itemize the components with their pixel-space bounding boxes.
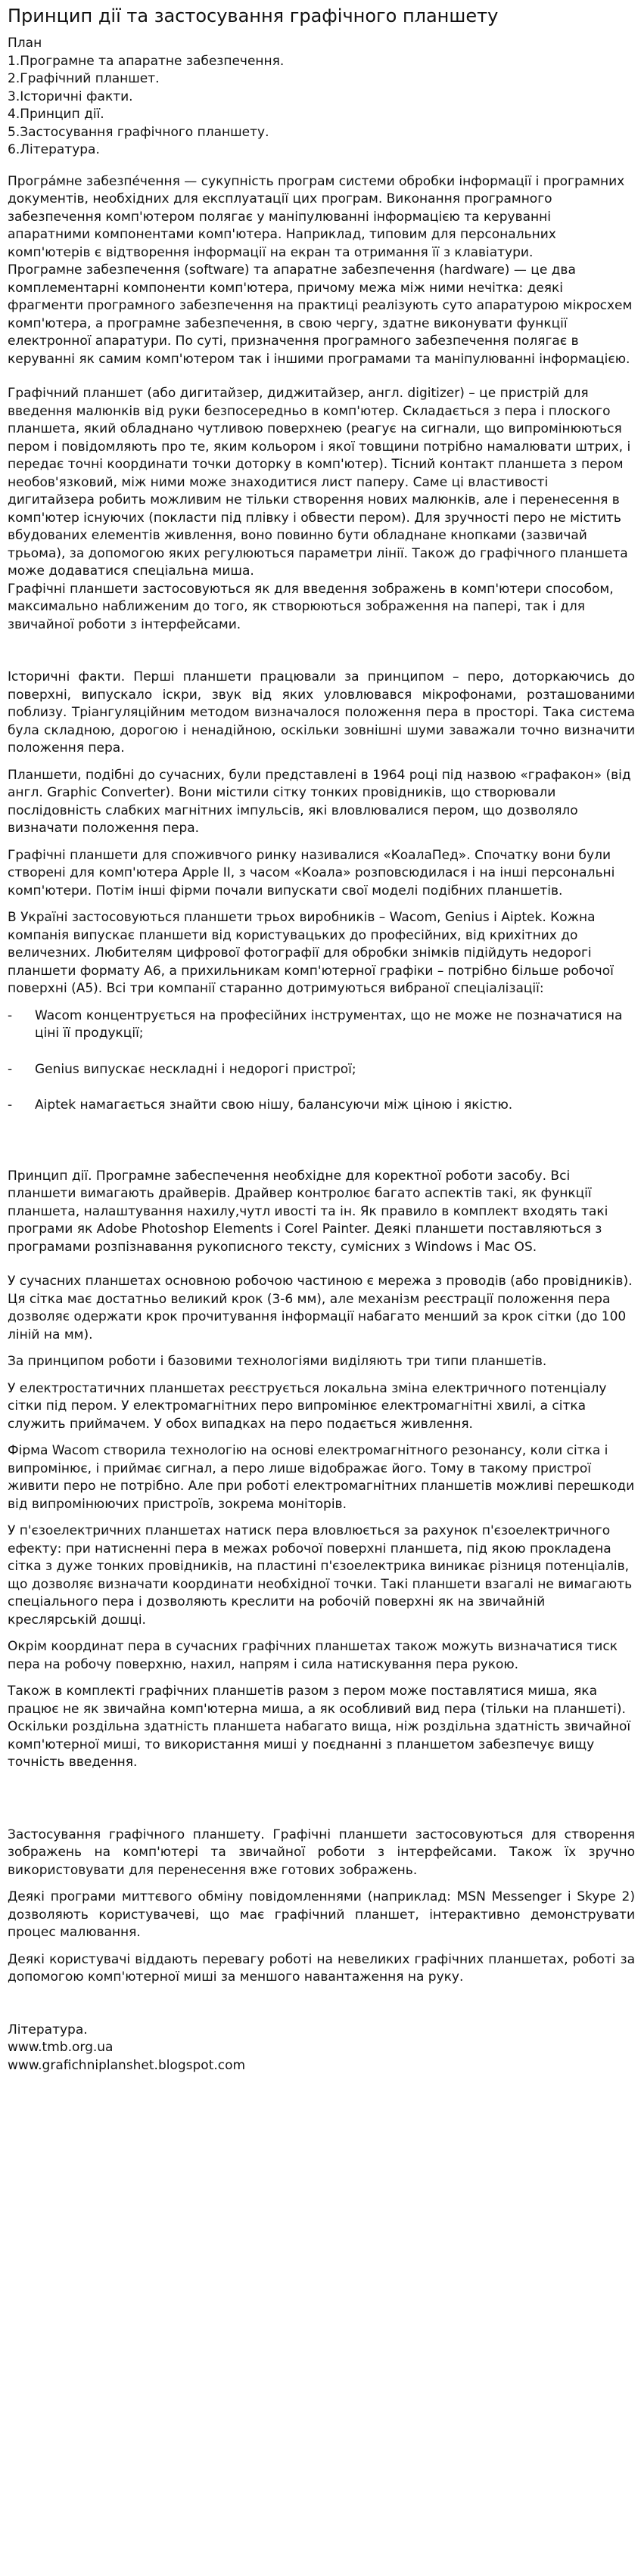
plan-item: 3.Історичні факти. <box>8 88 133 104</box>
plan-block <box>8 35 635 160</box>
spacer <box>8 1942 635 1951</box>
list-item-text: Aiptek намагається знайти свою нішу, балансуючи між ціною і якістю. <box>35 1097 513 1113</box>
paragraph: Історичні факти. Перші планшети працювали за принципом – перо, доторкаючись до поверхні, випускало іскри, звук від яких уловлювався мікрофонами, розташованими поблизу. Тріангуляційним методом визначалося положення пера в просторі. Така система була складною, дорогою і ненадійною, оскільки зовнішні шуми заважали точно визначити положення пера. <box>8 669 635 756</box>
paragraph: У електростатичних планшетах реєструється локальна зміна електричного потенціалу сітки під пером. У електромагнітних перо випромінює електромагнітні хвилі, а сітка служить приймачем. У обох випадках на перо подається живлення. <box>8 1380 607 1432</box>
list-item-text: Wacom концентрується на професійних інструментах, що не може не позначатися на ціні її продукції; <box>35 1007 623 1041</box>
plan-item: 4.Принцип дії. <box>8 107 104 122</box>
list-item-text: Genius випускає нескладні і недорогі пристрої; <box>35 1061 356 1077</box>
spacer <box>8 1344 635 1353</box>
section-principle <box>8 1168 635 1772</box>
spacer <box>8 1256 635 1273</box>
spacer <box>8 900 635 909</box>
paragraph: Програмне забезпечення (software) та апаратне забезпечення (hardware) — це два комплементарні компоненти комп'ютера, причому межа між ними нечітка: деякі фрагменти програмного забезпечення на практиці реалізують суто апаратурою мікросхем комп'ютера, а програмне забезпечення, в свою чергу, здатне виконувати функції електронної апаратури. По суті, призначення програмного забезпечення полягає в керуванні як самим комп'ютером так і іншими програмами та маніпулюванні інформацією. <box>8 262 633 367</box>
reference-link[interactable]: www.tmb.org.ua <box>8 2040 114 2055</box>
spacer <box>8 368 635 385</box>
plan-item: 5.Застосування графічного планшету. <box>8 124 269 140</box>
list-item <box>8 1007 635 1043</box>
references-heading: Література. <box>8 2022 88 2038</box>
paragraph: За принципом роботи і базовими технологіями виділяють три типи планшетів. <box>8 1354 547 1369</box>
section-history <box>8 669 635 1115</box>
paragraph: Також в комплекті графічних планшетів разом з пером може поставлятися миша, яка працює не як звичайна комп'ютерна миша, а як особливий вид пера (тільки на планшеті). Оскільки роздільна здатність планшета набагато вища, ніж роздільна здатність звичайної комп'ютерної миші, то використання миші у поєднанні з планшетом забезпечує вищу точність введення. <box>8 1684 631 1770</box>
paragraph: Застосування графічного планшету. Графічні планшети застосовуються для створення зображень на комп'ютері та звичайної роботи з інтерфейсами. Також їх зручно використовувати для перенесення вже готових зображень. <box>8 1826 635 1878</box>
spacer <box>8 1629 635 1638</box>
spacer <box>8 1371 635 1380</box>
manufacturer-list <box>8 1007 635 1115</box>
list-dash: - <box>8 1061 13 1077</box>
spacer <box>8 634 635 669</box>
spacer <box>8 838 635 847</box>
spacer <box>8 1433 635 1442</box>
spacer <box>8 1133 635 1168</box>
spacer <box>8 1674 635 1683</box>
spacer <box>8 1987 635 2022</box>
paragraph: Графічні планшети застосовуються як для введення зображень в комп'ютери способом, максимально наближеним до того, як створюються зображення на папері, так і для звичайної роботи з інтерфейсами. <box>8 581 614 632</box>
plan-item: 1.Програмне та апаратне забезпечення. <box>8 53 285 69</box>
spacer <box>8 758 635 767</box>
plan-heading: План <box>8 36 42 51</box>
list-item <box>8 1097 635 1115</box>
paragraph: Принцип дії. Програмне забеспечення необхідне для коректної роботи засобу. Всі планшети вимагають драйверів. Драйвер контролює багато аспектів такі, як функції планшета, налаштування нахилу,чутл ивості та ін. Як правило в комплект входять такі програми як Adobe Photoshop Elements і Corel Painter. Деякі планшети поставляються з програмами розпізнавання рукописного тексту, сумісних з Windows і Mac OS. <box>8 1168 608 1255</box>
list-dash: - <box>8 1007 13 1023</box>
paragraph: Деякі користувачі віддають перевагу роботі на невеликих графічних планшетах, роботі за допомогою комп'ютерної миші за меншого навантаження на руку. <box>8 1951 635 1985</box>
section-usage <box>8 1826 635 1987</box>
spacer <box>8 1772 635 1826</box>
paragraph: Графічний планшет (або дигитайзер, диджитайзер, англ. digitizer) – це пристрій для введення малюнків від руки безпосередньо в комп'ютер. Складається з пера і плоского планшета, який обладнано чутливою поверхнею (реагує на сигнали, що випромінюються пером і повідомляють про те, яким кольором і якої товщини потрібно намалювати штрих, і передає точні координати точки доторку в комп'ютер). Тісний контакт планшета з пером необов'язковий, між ними може знаходитися лист паперу. Саме ці властивості дигитайзера робить можливим не тільки створення нових малюнків, але і перенесення в комп'ютер існуючих (покласти під плівку і обвести пером). Для зручності перо не містить вбудованих елементів живлення, воно повинно бути обладнане кнопками (зазвичай трьома), за допомогою яких регулюються параметри лінії. Також до графічного планшета може додаватися спеціальна миша. <box>8 386 631 579</box>
paragraph: Деякі програми миттєвого обміну повідомленнями (наприклад: MSN Messenger і Skype 2) дозволяють користувачеві, що має графічний планшет, інтерактивно демонструвати процес малювання. <box>8 1889 635 1940</box>
paragraph: Фірма Wacom створила технологію на основі електромагнітного резонансу, коли сітка і випромінює, і приймає сигнал, а перо лише відображає його. Тому в такому пристрої живити перо не потрібно. Але при роботі електромагнітних планшетів можливі перешкоди від випромінюючих пристроїв, зокрема моніторів. <box>8 1443 635 1512</box>
spacer <box>8 1879 635 1889</box>
section-software <box>8 173 635 369</box>
reference-link[interactable]: www.grafichniplanshet.blogspot.com <box>8 2057 246 2073</box>
spacer <box>8 1513 635 1522</box>
list-item <box>8 1061 635 1079</box>
paragraph: Графічні планшети для споживчого ринку називалися «КоалаПед». Спочатку вони були створені для комп'ютера Apple II, з часом «Коала» розповсюдилася і на інші персональні комп'ютери. Потім інші фірми почали випускати свої моделі подібних планшетів. <box>8 847 615 898</box>
paragraph: У сучасних планшетах основною робочою частиною є мережа з проводів (або провідників). Ця сітка має достатньо великий крок (3-6 мм), але механізм реєстрації положення пера дозволяє одержати крок прочитування інформації набагато менший за крок сітки (до 100 ліній на мм). <box>8 1274 633 1342</box>
paragraph: У п'єзоелектричних планшетах натиск пера вловлюється за рахунок п'єзоелектричного ефекту: при натисненні пера в межах робочої поверхні планшета, під якою прокладена сітка з дуже тонких провідників, на пластині п'єзоелектрика виникає різниця потенціалів, що дозволяє визначати координати необхідної точки. Такі планшети взагалі не вимагають спеціального пера і дозволяють креслити на робочій поверхні як на звичайній креслярській дошці. <box>8 1523 633 1628</box>
references-block <box>8 2022 635 2075</box>
paragraph: Планшети, подібні до сучасних, були представлені в 1964 році під назвою «графакон» (від англ. Graphic Converter). Вони містили сітку тонких провідників, що створювали послідовність слабких магнітних імпульсів, які вловлювалися пером, що дозволяло визначати положення пера. <box>8 767 631 836</box>
paragraph: Окрім координат пера в сучасних графічних планшетах також можуть визначатися тиск пера на робочу поверхню, нахил, напрям і сила натискування пера рукою. <box>8 1639 618 1672</box>
spacer <box>8 998 635 1007</box>
section-tablet <box>8 385 635 634</box>
paragraph: В Україні застосовуються планшети трьох виробників – Wacom, Genius і Aiptek. Кожна компанія випускає планшети від користувацьких до професійних, від крихітних до величезних. Любителям цифрової фотографії для обробки знімків підійдуть недорогі планшети формату А6, а прихильникам комп'ютерної графіки – потрібно більше робочої поверхні (А5). Всі три компанії старанно дотримуються вибраної спеціалізації: <box>8 910 614 996</box>
plan-item: 6.Література. <box>8 142 100 157</box>
page-title: Принцип дії та застосування графічного планшету <box>8 5 499 26</box>
plan-item: 2.Графічний планшет. <box>8 71 160 86</box>
list-dash: - <box>8 1097 13 1113</box>
paragraph: Програ́мне забезпе́чення — сукупність програм системи обробки інформації і програмних документів, необхідних для експлуатації цих програм. Виконання програмного забезпечення комп'ютером полягає у маніпулюванні інформацією та керуванні апаратними компонентами комп'ютера. Наприклад, типовим для персональних комп'ютерів є відтворення інформації на екран та отримання її з клавіатури. <box>8 173 625 260</box>
